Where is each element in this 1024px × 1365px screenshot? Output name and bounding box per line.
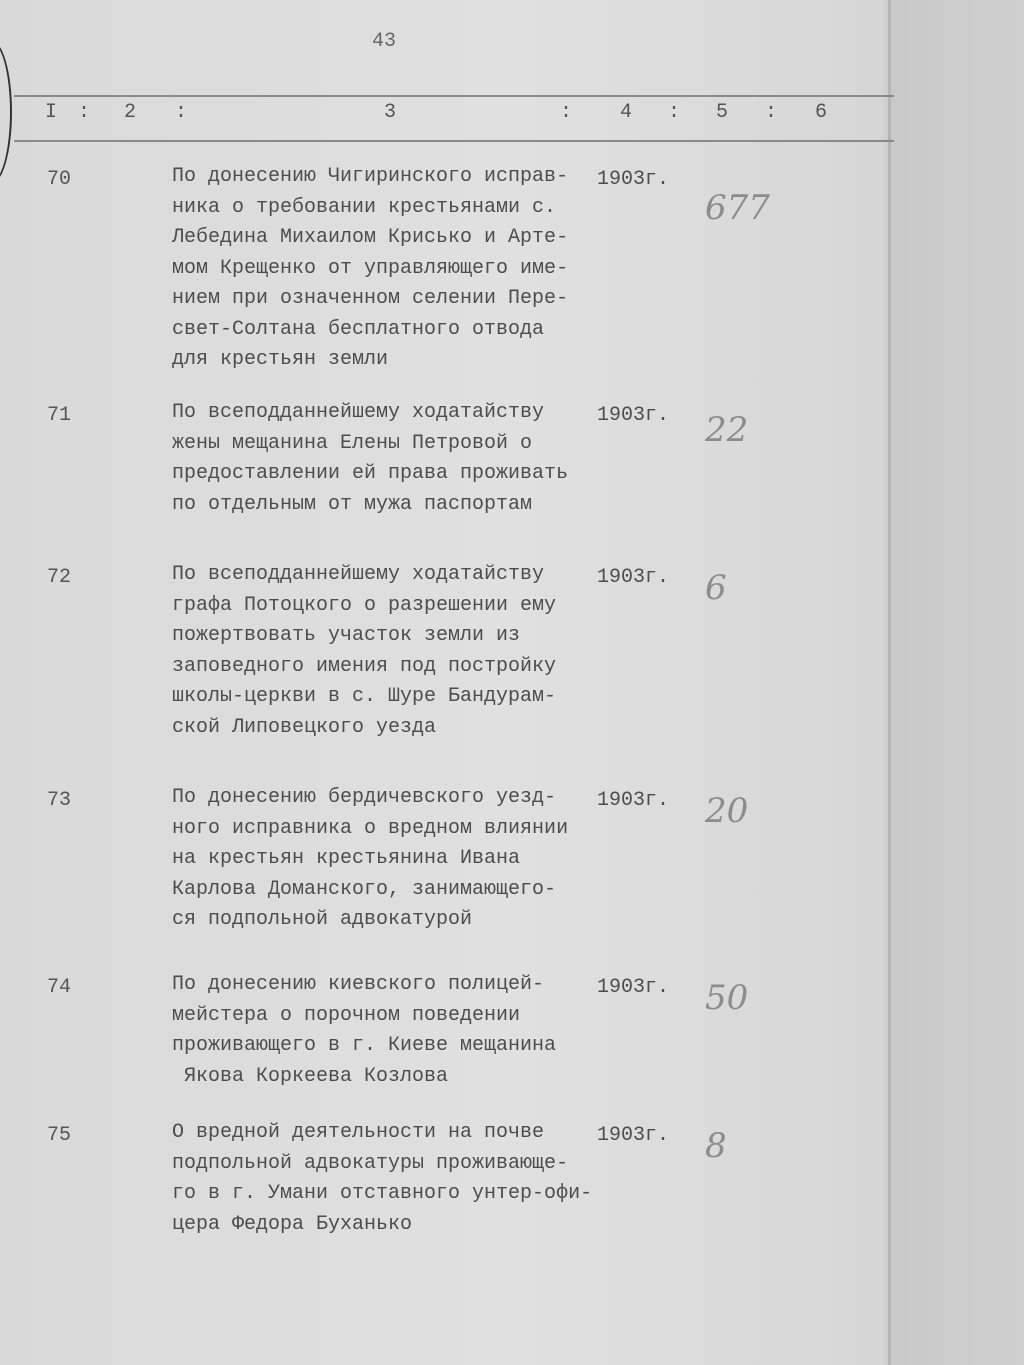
row-year: 1903г. xyxy=(597,168,670,191)
handwritten-sheet-count: 8 xyxy=(705,1126,727,1166)
row-number: 72 xyxy=(47,566,72,589)
handwritten-sheet-count: 6 xyxy=(705,568,727,608)
description-line: свет-Солтана бесплатного отвода xyxy=(172,317,545,341)
row-number: 73 xyxy=(47,789,72,812)
row-number: 74 xyxy=(47,976,72,999)
column-separator: : xyxy=(765,101,778,124)
row-description xyxy=(172,162,568,376)
description-line: по отдельным от мужа паспортам xyxy=(172,492,533,516)
handwritten-sheet-count: 50 xyxy=(705,978,749,1018)
description-line: Якова Коркеева Козлова xyxy=(172,1064,449,1088)
column-header-6: 6 xyxy=(815,101,828,124)
page-edge xyxy=(905,0,906,1365)
row-year: 1903г. xyxy=(597,976,670,999)
description-line: графа Потоцкого о разрешении ему xyxy=(172,593,557,617)
description-line: По всеподданнейшему ходатайству xyxy=(172,401,545,424)
row-number: 70 xyxy=(47,168,72,191)
description-line: жены мещанина Елены Петровой о xyxy=(172,431,533,455)
row-year: 1903г. xyxy=(597,1124,670,1147)
description-line: мом Крещенко от управляющего име- xyxy=(172,256,569,280)
column-separator: : xyxy=(560,101,573,124)
page-edge xyxy=(888,0,891,1365)
description-line: нием при означенном селении Пере- xyxy=(172,287,569,310)
column-header-2: 2 xyxy=(124,101,137,124)
description-line: школы-церкви в с. Шуре Бандурам- xyxy=(172,685,557,708)
row-number: 71 xyxy=(47,404,72,427)
row-description xyxy=(172,783,568,936)
description-line: ся подпольной адвокатурой xyxy=(172,908,473,931)
handwritten-sheet-count: 677 xyxy=(705,188,770,228)
description-line: По донесению киевского полицей- xyxy=(172,973,545,996)
binding-mark xyxy=(0,40,12,184)
header-top-rule xyxy=(14,95,894,97)
page-number: 43 xyxy=(372,30,397,53)
description-line: Лебедина Михаилом Крисько и Арте- xyxy=(172,226,569,249)
description-line: заповедного имения под постройку xyxy=(172,654,557,678)
column-header-1: I xyxy=(45,101,58,124)
description-line: го в г. Умани отставного унтер-офи- xyxy=(172,1182,593,1205)
row-year: 1903г. xyxy=(597,789,670,812)
row-description xyxy=(172,970,556,1092)
description-line: для крестьян земли xyxy=(172,348,389,371)
row-year: 1903г. xyxy=(597,404,670,427)
column-separator: : xyxy=(668,101,681,124)
row-year: 1903г. xyxy=(597,566,670,589)
column-separator: : xyxy=(78,101,91,124)
row-description xyxy=(172,1118,592,1240)
description-line: ника о требовании крестьянами с. xyxy=(172,195,557,219)
description-line: подпольной адвокатуры проживающе- xyxy=(172,1151,569,1175)
description-line: По донесению Чигиринского исправ- xyxy=(172,165,569,188)
column-header-5: 5 xyxy=(716,101,729,124)
description-line: на крестьян крестьянина Ивана xyxy=(172,847,521,870)
column-header-3: 3 xyxy=(384,101,397,124)
description-line: ской Липовецкого уезда xyxy=(172,715,437,739)
description-line: ного исправника о вредном влиянии xyxy=(172,816,569,840)
column-separator: : xyxy=(175,101,188,124)
row-number: 75 xyxy=(47,1124,72,1147)
description-line: О вредной деятельности на почве xyxy=(172,1121,545,1144)
description-line: мейстера о порочном поведении xyxy=(172,1003,521,1027)
column-header-4: 4 xyxy=(620,101,633,124)
description-line: предоставлении ей права проживать xyxy=(172,462,569,485)
row-description xyxy=(172,398,568,520)
description-line: Карлова Доманского, занимающего- xyxy=(172,877,557,901)
row-description xyxy=(172,560,556,743)
description-line: По всеподданнейшему ходатайству xyxy=(172,563,545,586)
description-line: цера Федора Буханько xyxy=(172,1212,413,1236)
description-line: проживающего в г. Киеве мещанина xyxy=(172,1034,557,1057)
header-bottom-rule xyxy=(14,140,894,142)
description-line: пожертвовать участок земли из xyxy=(172,624,521,647)
handwritten-sheet-count: 22 xyxy=(705,410,749,450)
handwritten-sheet-count: 20 xyxy=(705,791,749,831)
description-line: По донесению бердичевского уезд- xyxy=(172,786,557,809)
